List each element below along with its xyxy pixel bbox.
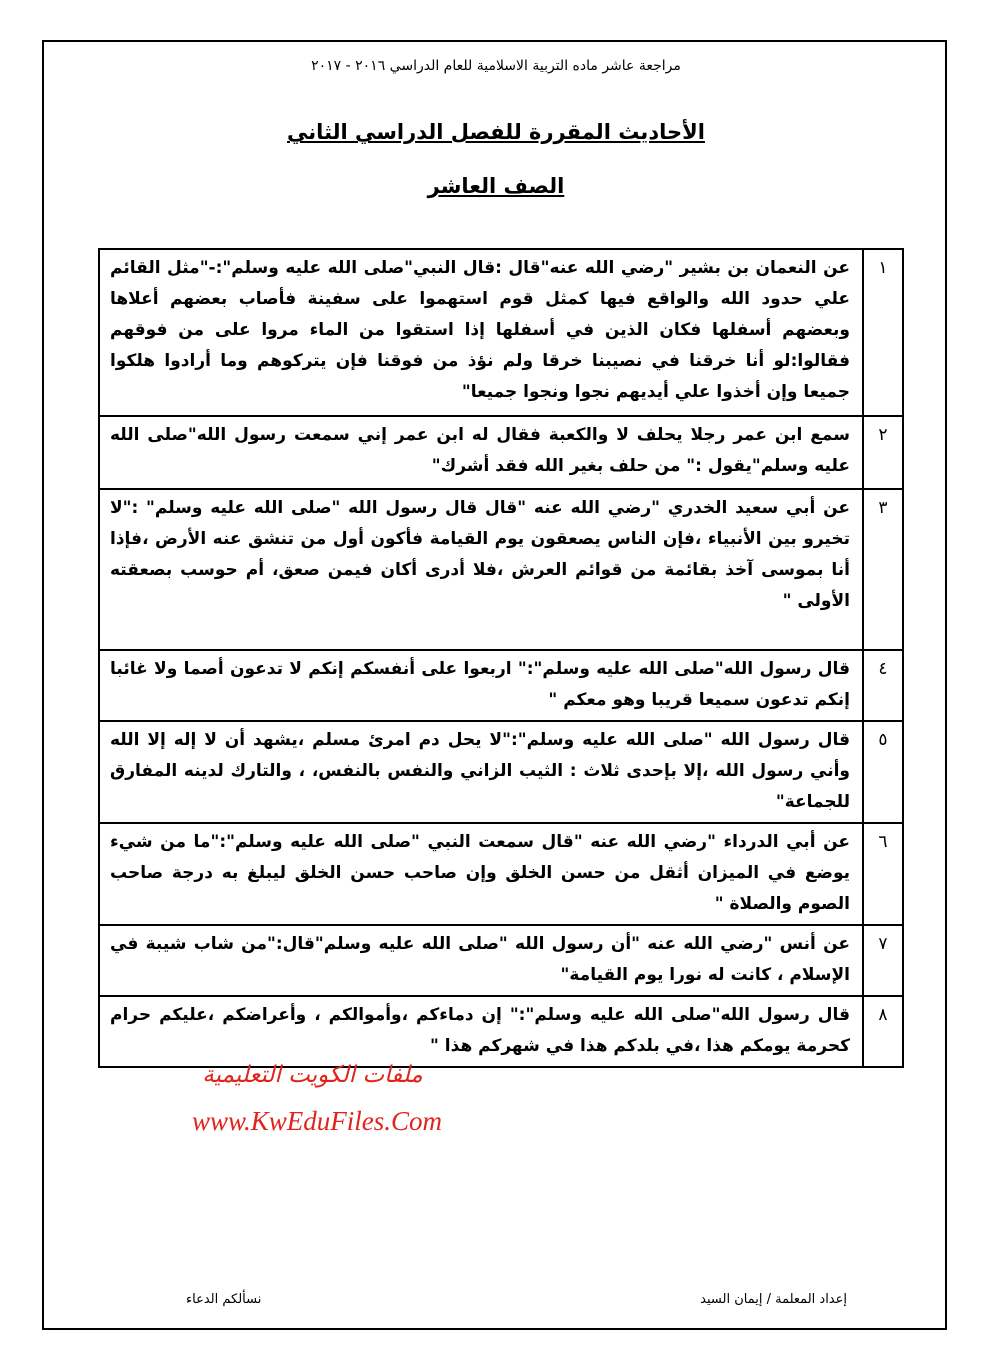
hadith-number: ٣ <box>863 489 903 650</box>
hadith-number: ٨ <box>863 996 903 1067</box>
hadith-text: عن النعمان بن بشير "رضي الله عنه"قال :قال النبي"صلى الله عليه وسلم":-"مثل القائم علي حدود الله والواقع فيها كمثل قوم استهموا على سفينة فأصاب بعضهم أعلاها وبعضهم أسفلها فكان الذين في أسفلها إذا استقوا من الماء مروا على من فوقهم فقالوا:لو أنا خرقنا في نصيبنا خرقا ولم نؤذ من فوقنا فإن يتركوهم وما أرادوا هلكوا جميعا وإن أخذوا علي أيديهم نجوا ونجوا جميعا" <box>99 249 863 416</box>
table-row <box>99 416 903 489</box>
hadith-text: قال رسول الله "صلى الله عليه وسلم":"لا يحل دم امرئ مسلم ،يشهد أن لا إله إلا الله وأني رسول الله ،إلا بإحدى ثلاث : الثيب الزاني والنفس بالنفس، ، والتارك لدينه المفارق للجماعة" <box>99 721 863 823</box>
watermark-arabic: ملفات الكويت التعليمية <box>202 1062 423 1088</box>
footer-closing: نسألكم الدعاء <box>186 1292 262 1307</box>
table-row <box>99 925 903 996</box>
table-row <box>99 823 903 925</box>
hadith-text: سمع ابن عمر رجلا يحلف لا والكعبة فقال له ابن عمر إني سمعت رسول الله"صلى الله عليه وسلم"يقول :" من حلف بغير الله فقد أشرك" <box>99 416 863 489</box>
table-row <box>99 996 903 1067</box>
hadith-text: عن أنس "رضي الله عنه "أن رسول الله "صلى الله عليه وسلم"قال:"من شاب شيبة في الإسلام ، كانت له نورا يوم القيامة" <box>99 925 863 996</box>
review-header: مراجعة عاشر ماده التربية الاسلامية للعام الدراسي ٢٠١٦ - ٢٠١٧ <box>311 58 681 74</box>
hadith-text: عن أبي الدرداء "رضي الله عنه "قال سمعت النبي "صلى الله عليه وسلم":"ما من شيء يوضع في الميزان أثقل من حسن الخلق وإن صاحب حسن الخلق ليبلغ به درجة صاحب الصوم والصلاة " <box>99 823 863 925</box>
hadith-text: عن أبي سعيد الخدري "رضي الله عنه "قال قال رسول الله "صلى الله عليه وسلم" :"لا تخيرو بين الأنبياء ،فإن الناس يصعقون يوم القيامة فأكون أول من تنشق عنه الأرض ،فإذا أنا بموسى آخذ بقائمة من قوائم العرش ،فلا أدرى أكان فيمن صعق، أم حوسب بصعقته الأولى " <box>99 489 863 650</box>
hadith-text: قال رسول الله"صلى الله عليه وسلم":" اربعوا على أنفسكم إنكم لا تدعون أصما ولا غائبا إنكم تدعون سميعا قريبا وهو معكم " <box>99 650 863 721</box>
hadith-number: ٢ <box>863 416 903 489</box>
table-row <box>99 721 903 823</box>
footer-author: إعداد المعلمة / إيمان السيد <box>700 1292 847 1307</box>
table-row <box>99 249 903 416</box>
hadith-text: قال رسول الله"صلى الله عليه وسلم":" إن دماءكم ،وأموالكم ، وأعراضكم ،عليكم حرام كحرمة يومكم هذا ،في بلدكم هذا في شهركم هذا " <box>99 996 863 1067</box>
page-title: الأحاديث المقررة للفصل الدراسي الثاني <box>287 120 705 144</box>
hadith-number: ١ <box>863 249 903 416</box>
hadith-number: ٤ <box>863 650 903 721</box>
hadith-table <box>98 248 904 1068</box>
grade-subtitle: الصف العاشر <box>427 174 565 198</box>
table-row <box>99 650 903 721</box>
hadith-number: ٧ <box>863 925 903 996</box>
watermark-url[interactable]: www.KwEduFiles.Com <box>192 1106 443 1136</box>
table-row <box>99 489 903 650</box>
hadith-number: ٦ <box>863 823 903 925</box>
hadith-number: ٥ <box>863 721 903 823</box>
